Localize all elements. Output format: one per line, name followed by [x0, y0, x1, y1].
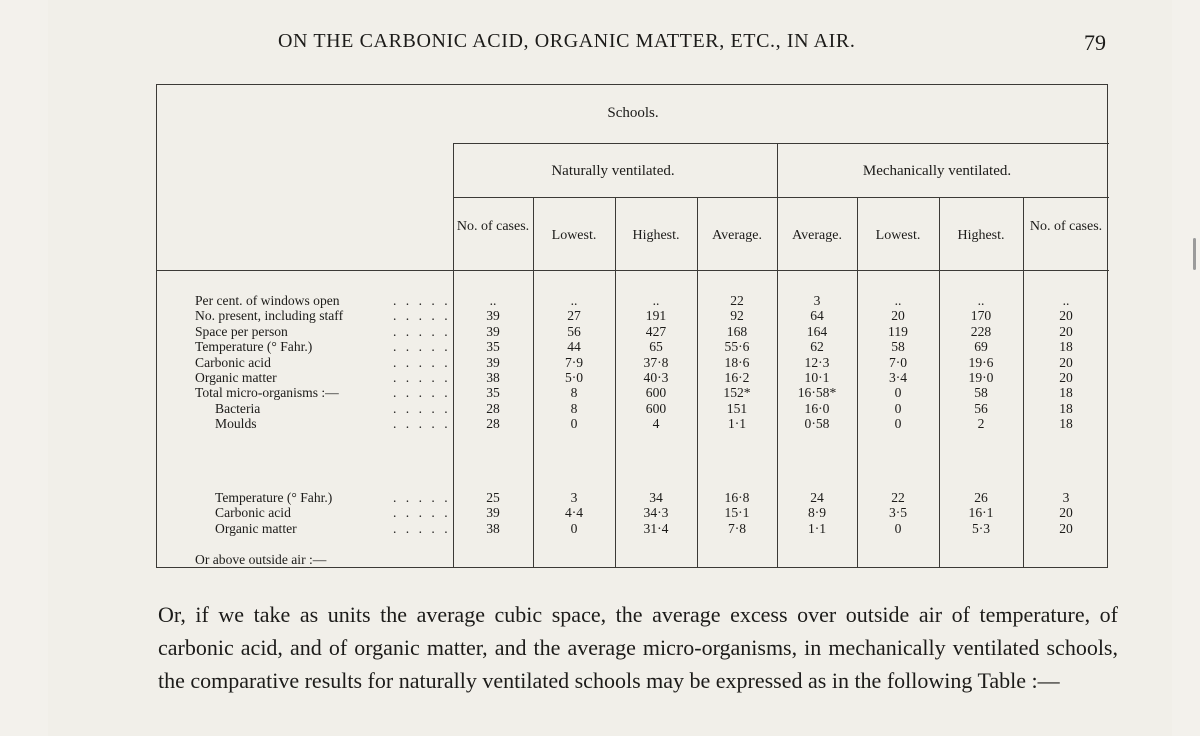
table-cell: 37·8	[643, 354, 669, 370]
table-cell: 38	[486, 370, 500, 385]
leader-dots: . . . . .	[393, 339, 451, 355]
table-cell: 20	[1059, 323, 1073, 339]
row-label: Total micro-organisms :—	[195, 385, 339, 401]
table-cell: 64	[810, 308, 824, 324]
col-header: Lowest.	[551, 228, 597, 243]
table-cell: 92	[730, 308, 744, 324]
table-cell: ..	[489, 293, 497, 308]
table-cell: ..	[894, 293, 902, 308]
table-cell: 16·1	[968, 505, 994, 521]
table-row	[157, 324, 1109, 339]
table-cell: 19·0	[968, 370, 994, 385]
table-cell: 22	[730, 293, 744, 308]
table-cell: 164	[806, 323, 828, 339]
table-cell: 20	[1059, 505, 1073, 521]
table-cell: 58	[891, 339, 905, 355]
table-cell: 152*	[723, 385, 751, 401]
table-cell: 20	[891, 308, 905, 324]
table-row	[157, 490, 1109, 505]
leader-dots: . . . . .	[393, 354, 451, 370]
leader-dots: . . . . .	[393, 370, 451, 385]
table-cell: 39	[486, 323, 500, 339]
leader-dots: . . . . .	[393, 416, 451, 432]
table-cell: 8	[570, 385, 578, 401]
table-cell: 56	[974, 400, 988, 416]
table-cell: 16·0	[804, 400, 830, 416]
group-naturally-ventilated: Naturally ventilated.	[551, 163, 675, 179]
col-header: No. of cases.	[456, 219, 530, 234]
col-header: Highest.	[957, 228, 1005, 243]
table-cell: 4	[652, 416, 660, 432]
row-label: Moulds	[215, 416, 257, 432]
col-header: Average.	[792, 228, 842, 243]
table-cell: 35	[486, 385, 500, 401]
table-cell: 69	[974, 339, 988, 355]
table-cell: 427	[645, 323, 667, 339]
table-cell: 5·0	[564, 370, 584, 385]
row-label: Carbonic acid	[195, 354, 271, 370]
table-cell: 8·9	[807, 505, 827, 521]
leader-dots: . . . . .	[393, 385, 451, 401]
table-cell: 34	[649, 490, 663, 505]
table-row	[157, 521, 1109, 536]
table-row	[157, 355, 1109, 370]
table-cell: 24	[810, 490, 824, 505]
body-paragraph: Or, if we take as units the average cubic space, the average excess over outside air of temperature, of carbonic acid, and of organic matter, and the average micro-organisms, in mechanically ventilated schools, the comparative results for naturally ventilated schools may be expressed as in the following Table :—	[158, 602, 1118, 693]
table-cell: 4·4	[564, 505, 584, 521]
table-cell: 600	[645, 400, 667, 416]
table-cell: 18	[1059, 385, 1073, 401]
table-row	[157, 308, 1109, 323]
row-label: Organic matter	[215, 520, 297, 536]
table-cell: 3	[813, 293, 821, 308]
table-cell: 3	[1062, 490, 1070, 505]
table-row	[157, 293, 1109, 308]
table-row	[157, 416, 1109, 431]
table-cell: 0	[894, 385, 902, 401]
table-cell: 16·2	[724, 370, 750, 385]
table-cell: ..	[652, 293, 660, 308]
table-cell: 2	[977, 416, 985, 432]
table-cell: 18	[1059, 400, 1073, 416]
table-cell: 65	[649, 339, 663, 355]
row-label: Temperature (° Fahr.)	[215, 490, 333, 505]
table-cell: 56	[567, 323, 581, 339]
section-above-outside-air: Or above outside air :—	[195, 552, 327, 567]
table-row	[157, 401, 1109, 416]
row-label: Temperature (° Fahr.)	[195, 339, 313, 355]
table-cell: 600	[645, 385, 667, 401]
rule-under-groups	[453, 197, 1109, 198]
col-header: Highest.	[632, 228, 680, 243]
table-cell: 44	[567, 339, 581, 355]
table-cell: 18	[1059, 339, 1073, 355]
table-cell: 0	[894, 400, 902, 416]
table-title: Schools.	[607, 105, 659, 121]
table-cell: 39	[486, 308, 500, 324]
table-cell: 168	[726, 323, 748, 339]
table-cell: 16·8	[724, 490, 750, 505]
table-cell: 7·8	[727, 520, 747, 536]
table-cell: 38	[486, 520, 500, 536]
leader-dots: . . . . .	[393, 520, 451, 536]
table-cell: 25	[486, 490, 500, 505]
table-cell: 3·4	[888, 370, 908, 385]
table-cell: 28	[486, 416, 500, 432]
table-cell: 18·6	[724, 354, 750, 370]
data-table	[156, 84, 1108, 568]
table-cell: 27	[567, 308, 581, 324]
table-cell: 35	[486, 339, 500, 355]
book-page	[48, 0, 1172, 736]
table-cell: 16·58*	[797, 385, 837, 401]
table-cell: 1·1	[727, 416, 747, 432]
table-cell: ..	[977, 293, 985, 308]
table-cell: 7·0	[888, 354, 908, 370]
row-label: Carbonic acid	[215, 505, 291, 521]
table-cell: 20	[1059, 354, 1073, 370]
col-header: Average.	[712, 228, 762, 243]
table-cell: 3	[570, 490, 578, 505]
row-label: Bacteria	[215, 400, 261, 416]
table-cell: 0	[570, 416, 578, 432]
group-mechanically-ventilated: Mechanically ventilated.	[862, 163, 1012, 179]
table-cell: 8	[570, 400, 578, 416]
table-cell: 58	[974, 385, 988, 401]
table-cell: 0	[570, 520, 578, 536]
col-header: Lowest.	[875, 228, 921, 243]
table-cell: 20	[1059, 520, 1073, 536]
table-cell: 5·3	[971, 520, 991, 536]
table-cell: 40·3	[643, 370, 669, 385]
table-cell: 31·4	[643, 520, 669, 536]
row-label: Organic matter	[195, 370, 277, 385]
table-cell: 170	[970, 308, 992, 324]
table-cell: 0	[894, 520, 902, 536]
leader-dots: . . . . .	[393, 293, 451, 308]
table-cell: 20	[1059, 370, 1073, 385]
scrollbar-handle[interactable]	[1193, 238, 1196, 270]
table-cell: 55·6	[724, 339, 750, 355]
table-cell: 0	[894, 416, 902, 432]
table-cell: 39	[486, 354, 500, 370]
leader-dots: . . . . .	[393, 323, 451, 339]
table-cell: 39	[486, 505, 500, 521]
table-row	[157, 505, 1109, 520]
table-cell: 1·1	[807, 520, 827, 536]
leader-dots: . . . . .	[393, 308, 451, 324]
table-cell: 7·9	[564, 354, 584, 370]
table-row	[157, 370, 1109, 385]
table-cell: 34·3	[643, 505, 669, 521]
table-row	[157, 339, 1109, 354]
table-cell: 119	[888, 323, 908, 339]
page-number: 79	[1084, 30, 1106, 55]
leader-dots: . . . . .	[393, 400, 451, 416]
table-cell: 228	[970, 323, 992, 339]
rule-under-columns	[157, 270, 1109, 271]
table-cell: 22	[891, 490, 905, 505]
table-cell: 0·58	[804, 416, 830, 432]
table-row	[157, 385, 1109, 400]
running-title: ON THE CARBONIC ACID, ORGANIC MATTER, ETC., IN AIR.	[278, 30, 856, 52]
row-label: Space per person	[195, 323, 288, 339]
leader-dots: . . . . .	[393, 505, 451, 521]
table-cell: 3·5	[888, 505, 908, 521]
table-cell: 20	[1059, 308, 1073, 324]
table-cell: ..	[1062, 293, 1070, 308]
row-label: Per cent. of windows open	[195, 293, 340, 308]
table-cell: 62	[810, 339, 824, 355]
table-cell: 26	[974, 490, 988, 505]
table-cell: 28	[486, 400, 500, 416]
table-cell: ..	[570, 293, 578, 308]
table-cell: 15·1	[724, 505, 750, 521]
table-cell: 19·6	[968, 354, 994, 370]
table-cell: 18	[1059, 416, 1073, 432]
leader-dots: . . . . .	[393, 490, 451, 505]
table-cell: 10·1	[804, 370, 830, 385]
rule-top-groups	[453, 143, 1109, 144]
table-cell: 151	[726, 400, 748, 416]
table-cell: 191	[645, 308, 667, 324]
row-label: No. present, including staff	[195, 308, 344, 324]
table-cell: 12·3	[804, 354, 830, 370]
col-header: No. of cases.	[1029, 219, 1103, 234]
